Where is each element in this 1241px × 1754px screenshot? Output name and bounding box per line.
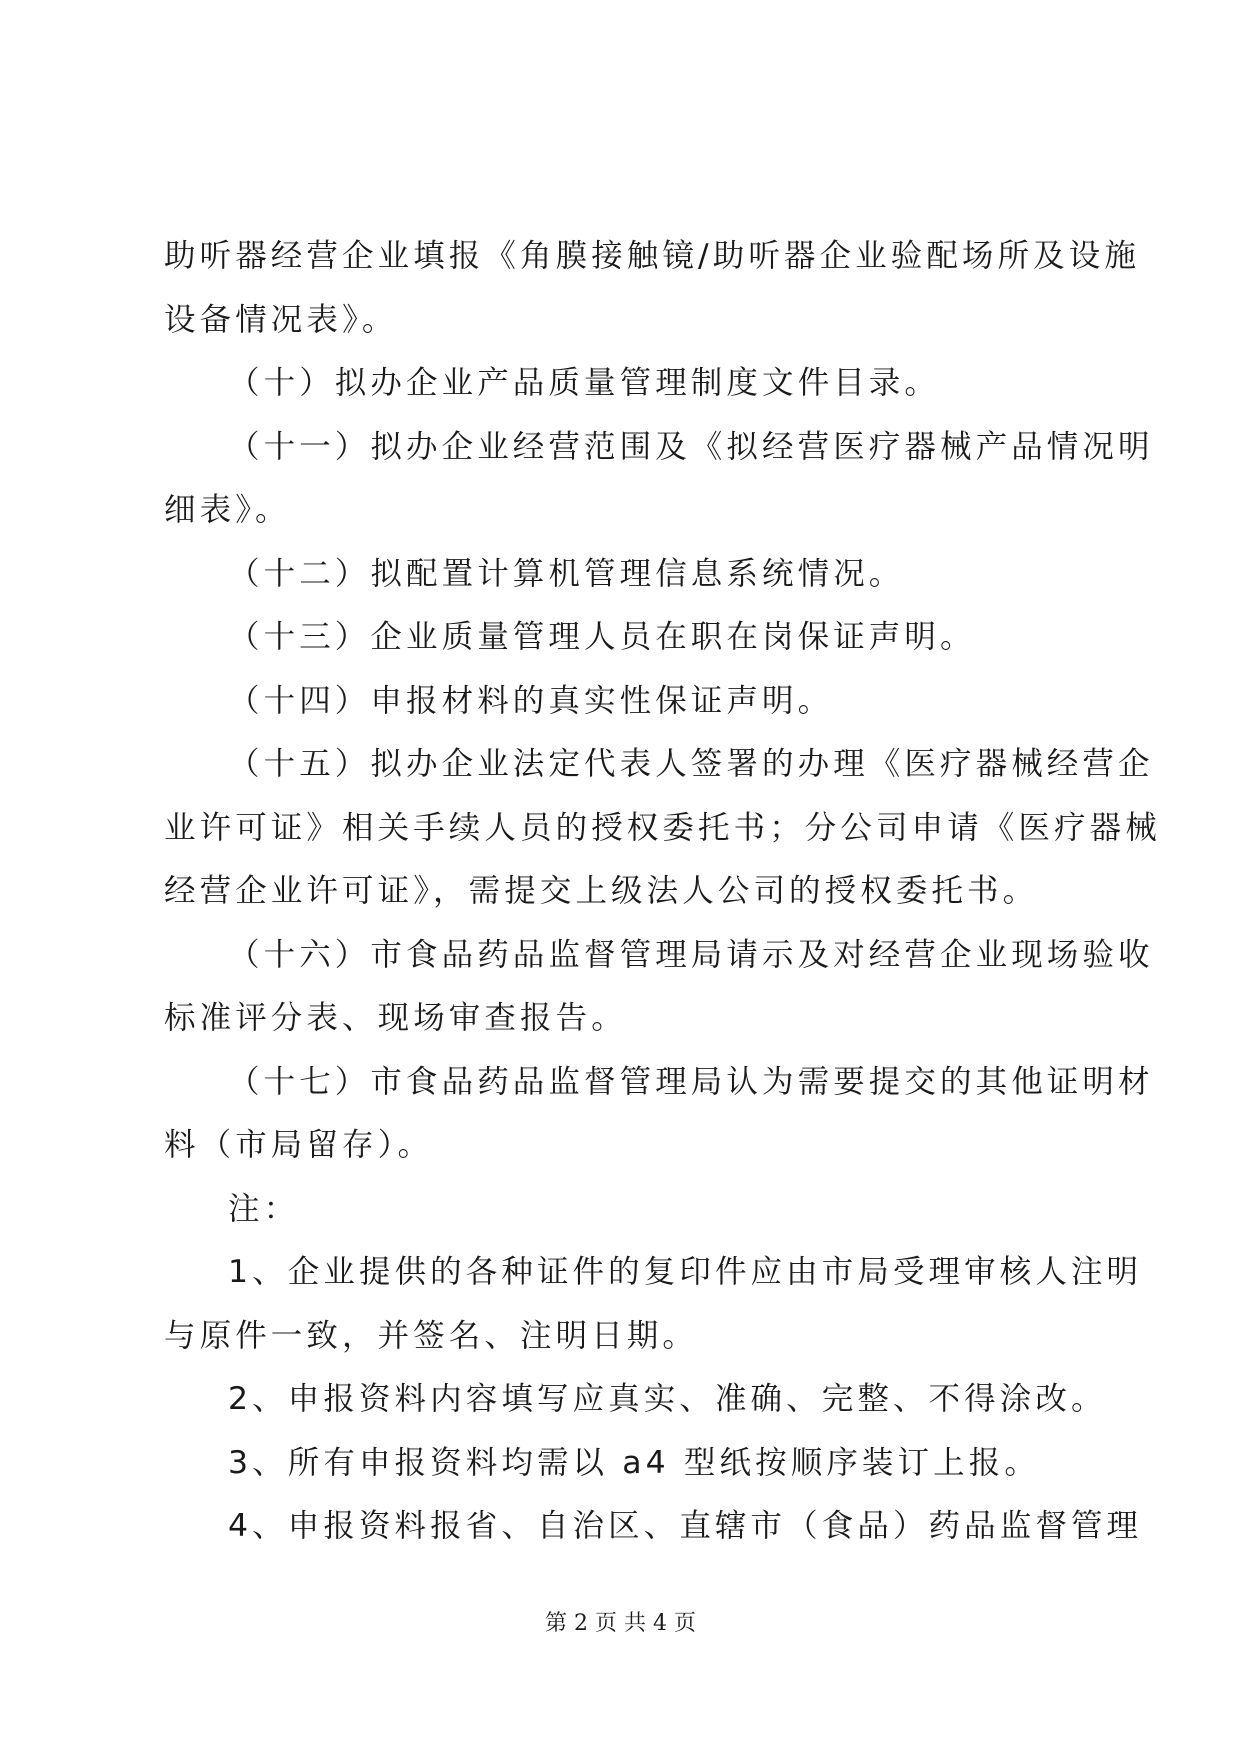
text-line: （十）拟办企业产品质量管理制度文件目录。 xyxy=(228,365,941,401)
text-line: 与原件一致，并签名、注明日期。 xyxy=(164,1317,699,1354)
text-line: 标准评分表、现场审查报告。 xyxy=(164,1000,627,1036)
document-body xyxy=(164,225,1161,1559)
page-number-footer: 第 2 页 共 4 页 xyxy=(545,1611,696,1636)
text-line: （十五）拟办企业法定代表人签署的办理《医疗器械经营企 xyxy=(228,746,1154,782)
note-item: 1、企业提供的各种证件的复印件应由市局受理审核人注明 xyxy=(228,1254,1143,1290)
text-line: （十三）企业质量管理人员在职在岗保证声明。 xyxy=(228,619,976,655)
text-line: 业许可证》相关手续人员的授权委托书；分公司申请《医疗器械 xyxy=(164,809,1161,846)
note-item: 4、申报资料报省、自治区、直辖市（食品）药品监督管理 xyxy=(228,1508,1143,1544)
text-line: 助听器经营企业填报《角膜接触镜/助听器企业验配场所及设施 xyxy=(164,238,1140,274)
text-line: （十六）市食品药品监督管理局请示及对经营企业现场验收 xyxy=(228,936,1154,973)
text-line: （十七）市食品药品监督管理局认为需要提交的其他证明材 xyxy=(228,1063,1154,1100)
text-line: （十二）拟配置计算机管理信息系统情况。 xyxy=(228,555,905,592)
note-heading: 注： xyxy=(228,1190,300,1227)
text-line: （十四）申报材料的真实性保证声明。 xyxy=(228,682,834,719)
text-line: 细表》。 xyxy=(164,492,291,528)
note-item: 3、所有申报资料均需以 a4 型纸按顺序装订上报。 xyxy=(228,1444,1040,1481)
text-line: （十一）拟办企业经营范围及《拟经营医疗器械产品情况明 xyxy=(228,428,1154,465)
note-item: 2、申报资料内容填写应真实、准确、完整、不得涂改。 xyxy=(228,1381,1107,1417)
text-line: 料（市局留存）。 xyxy=(164,1127,434,1163)
text-line: 设备情况表》。 xyxy=(164,301,398,338)
text-line: 经营企业许可证》，需提交上级法人公司的授权委托书。 xyxy=(164,873,1039,909)
